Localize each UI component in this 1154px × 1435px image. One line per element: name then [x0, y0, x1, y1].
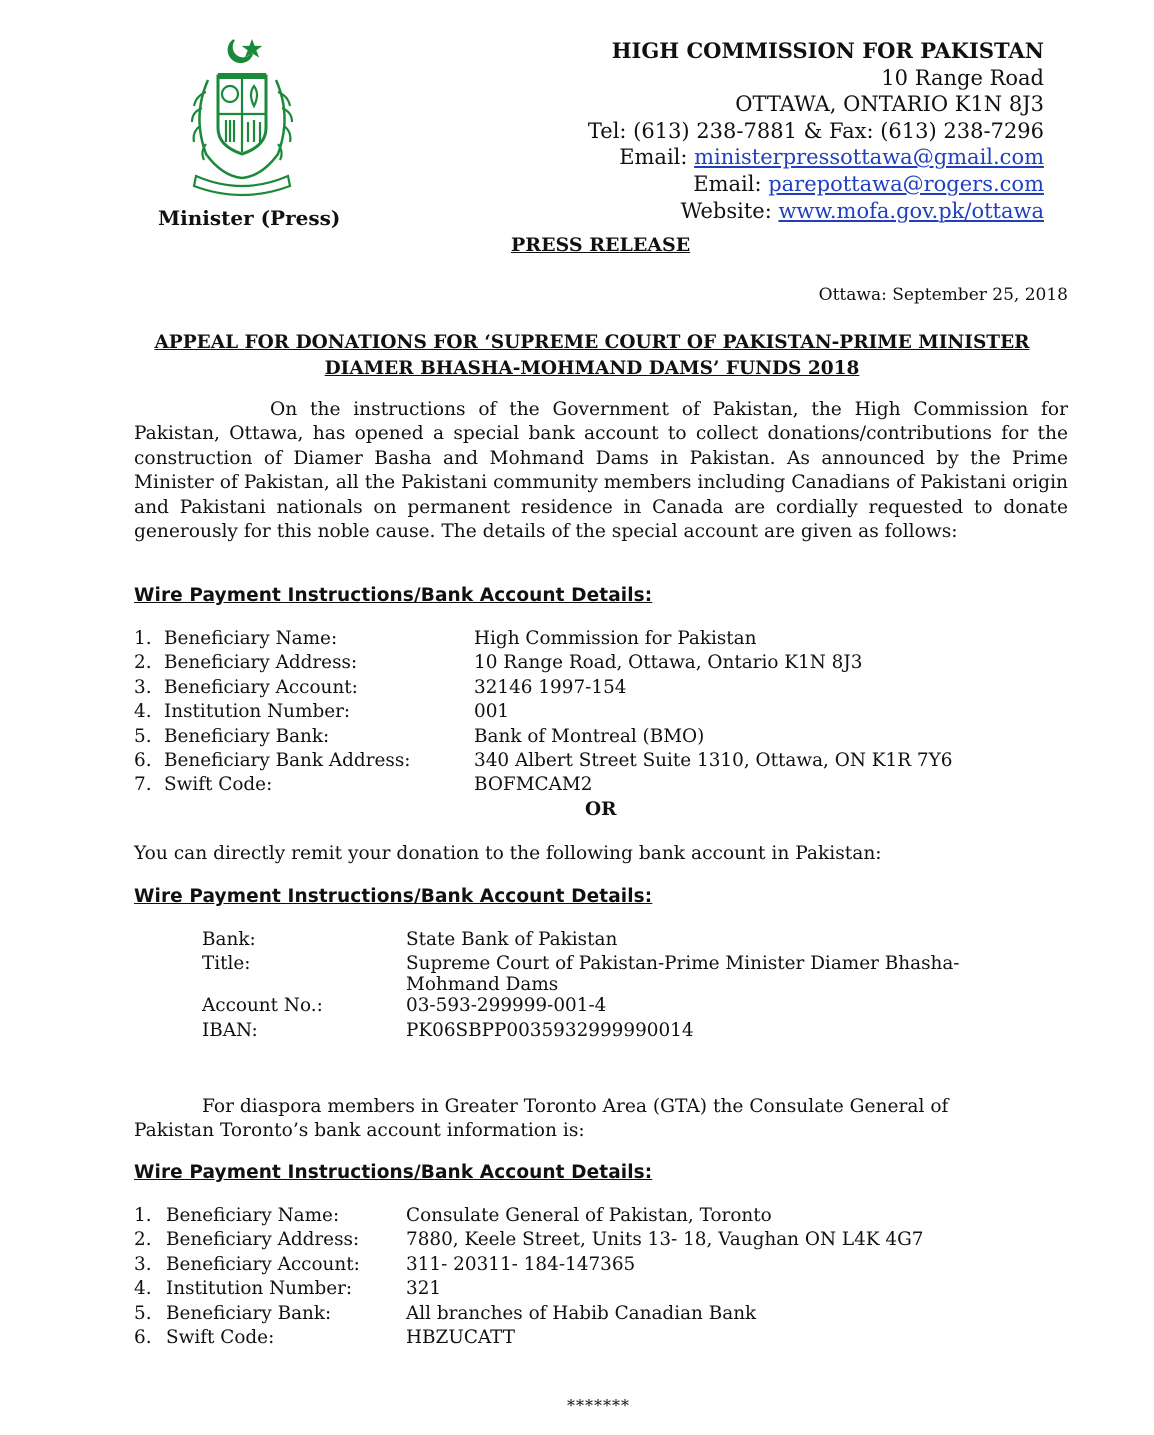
website-line: [588, 198, 1044, 225]
row-value: 10 Range Road, Ottawa, Ontario K1N 8J3: [474, 652, 863, 674]
canada-account-table: [134, 628, 952, 799]
table-row: [202, 953, 1026, 995]
row-label: Beneficiary Name:: [164, 628, 338, 649]
website-label: Website:: [680, 198, 779, 223]
row-label: IBAN:: [202, 1019, 258, 1041]
or-separator: OR: [585, 799, 617, 820]
row-value: BOFMCAM2: [474, 774, 593, 796]
release-date: Ottawa: September 25, 2018: [818, 285, 1068, 305]
row-value: 7880, Keele Street, Units 13- 18, Vaughan ON L4K 4G7: [406, 1229, 924, 1251]
table-row: [134, 750, 952, 774]
row-value: Consulate General of Pakistan, Toronto: [406, 1205, 772, 1226]
row-number: 4.: [134, 701, 152, 723]
table-row: [134, 774, 952, 798]
row-label: Beneficiary Account:: [164, 676, 358, 698]
direct-remit-text: You can directly remit your donation to the following bank account in Pakistan:: [134, 843, 882, 864]
row-value: Supreme Court of Pakistan-Prime Minister Diamer Bhasha-Mohmand Dams: [406, 953, 960, 996]
email-label: Email:: [693, 171, 769, 196]
address-line-2: OTTAWA, ONTARIO K1N 8J3: [735, 92, 1044, 117]
row-number: 3.: [134, 1253, 152, 1275]
row-number: 5.: [134, 1302, 152, 1324]
row-label: Beneficiary Name:: [166, 1205, 340, 1226]
tel-fax: Tel: (613) 238-7881 & Fax: (613) 238-7296: [587, 118, 1044, 143]
row-value: Bank of Montreal (BMO): [474, 725, 705, 747]
row-number: 7.: [134, 774, 152, 796]
row-value: 32146 1997-154: [474, 676, 627, 698]
email-link-1[interactable]: ministerpressottawa@gmail.com: [694, 145, 1044, 170]
row-number: 1.: [134, 1205, 152, 1226]
row-label: Swift Code:: [166, 1326, 275, 1348]
letterhead-contact: [588, 38, 1044, 224]
table-row: [134, 726, 952, 750]
row-label: Beneficiary Bank:: [164, 725, 330, 747]
row-value: All branches of Habib Canadian Bank: [406, 1302, 757, 1324]
row-value: 340 Albert Street Suite 1310, Ottawa, ON K1R 7Y6: [474, 749, 953, 771]
address-line-1: 10 Range Road: [881, 65, 1044, 90]
table-row: [134, 677, 952, 701]
table-row: [134, 628, 952, 652]
row-label: Beneficiary Address:: [166, 1229, 360, 1251]
row-label: Institution Number:: [164, 701, 351, 723]
row-number: 2.: [134, 1229, 152, 1251]
row-label: Title:: [202, 953, 251, 975]
table-row: [134, 1303, 923, 1327]
row-number: 6.: [134, 749, 152, 771]
press-release-heading: PRESS RELEASE: [511, 234, 691, 256]
row-label: Beneficiary Account:: [166, 1253, 360, 1275]
row-label: Beneficiary Address:: [164, 652, 358, 674]
minister-press-label: Minister (Press): [158, 206, 341, 230]
table-row: [202, 1020, 1026, 1044]
org-name: HIGH COMMISSION FOR PAKISTAN: [611, 38, 1044, 63]
table-row: [134, 1254, 923, 1278]
website-link[interactable]: www.mofa.gov.pk/ottawa: [778, 198, 1044, 223]
row-number: 3.: [134, 676, 152, 698]
table-row: [134, 701, 952, 725]
appeal-title-line-2: DIAMER BHASHA-MOHMAND DAMS’ FUNDS 2018: [324, 358, 860, 379]
pakistan-account-table: [202, 929, 1026, 1044]
email-label: Email:: [619, 145, 695, 170]
email-line-1: [588, 144, 1044, 171]
row-value: High Commission for Pakistan: [474, 628, 757, 649]
row-number: 4.: [134, 1278, 152, 1300]
row-value: PK06SBPP0035932999990014: [406, 1019, 694, 1041]
section-heading-pakistan: Wire Payment Instructions/Bank Account Details:: [134, 886, 653, 907]
row-number: 1.: [134, 628, 152, 649]
row-label: Bank:: [202, 929, 256, 950]
row-number: 6.: [134, 1326, 152, 1348]
row-label: Swift Code:: [164, 774, 273, 796]
row-value: 321: [406, 1278, 442, 1300]
row-value: HBZUCATT: [406, 1326, 516, 1348]
table-row: [202, 929, 1026, 953]
table-row: [134, 1229, 923, 1253]
row-value: 001: [474, 701, 510, 723]
toronto-account-table: [134, 1205, 923, 1351]
row-value: 03-593-299999-001-4: [406, 995, 607, 1017]
row-value: 311- 20311- 184-147365: [406, 1253, 636, 1275]
state-emblem-icon: [178, 36, 306, 200]
table-row: [134, 1327, 923, 1351]
gta-paragraph: For diaspora members in Greater Toronto Area (GTA) the Consulate General of Pakistan Toronto’s bank account information is:: [134, 1096, 949, 1142]
row-label: Beneficiary Bank Address:: [164, 749, 411, 771]
row-number: 2.: [134, 652, 152, 674]
appeal-title: [134, 330, 1050, 382]
section-heading-canada: Wire Payment Instructions/Bank Account Details:: [134, 585, 653, 606]
row-label: Institution Number:: [166, 1278, 353, 1300]
table-row: [134, 1278, 923, 1302]
row-label: Account No.:: [202, 995, 323, 1017]
table-row: [134, 1205, 923, 1229]
end-marker: *******: [567, 1396, 630, 1415]
intro-paragraph: On the instructions of the Government of Pakistan, the High Commission for Pakistan, Ottawa, has opened a special bank account to collect donations/contributions for the construction of Diamer Basha and Mohmand Dams in Pakistan. As announced by the Prime Minister of Pakistan, all the Pakistani community members including Canadians of Pakistani origin and Pakistani nationals on permanent residence in Canada are cordially requested to donate generously for this noble cause. The details of the special account are given as follows:: [134, 399, 1068, 543]
table-row: [202, 995, 1026, 1019]
appeal-title-line-1: APPEAL FOR DONATIONS FOR ‘SUPREME COURT OF PAKISTAN-PRIME MINISTER: [154, 332, 1030, 353]
row-value: State Bank of Pakistan: [406, 929, 618, 950]
email-link-2[interactable]: parepottawa@rogers.com: [768, 171, 1044, 196]
table-row: [134, 652, 952, 676]
section-heading-toronto: Wire Payment Instructions/Bank Account Details:: [134, 1162, 653, 1183]
row-number: 5.: [134, 725, 152, 747]
email-line-2: [588, 171, 1044, 198]
row-label: Beneficiary Bank:: [166, 1302, 332, 1324]
